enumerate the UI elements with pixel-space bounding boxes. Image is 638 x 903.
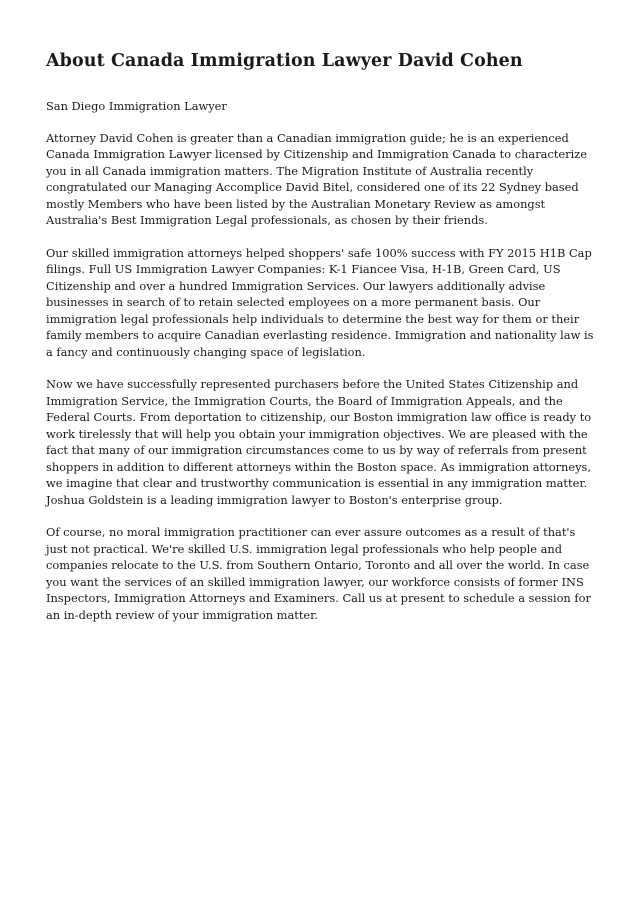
paragraph-3: Now we have successfully represented purchasers before the United States Citizenship and Immigration Service, the Immigration Courts, the Board of Immigration Appeals, and the Federal Courts. From deportation to citizenship, our Boston immigration law office is ready to work tirelessly that will help you obtain your immigration objectives. We are pleased with the fact that many of our immigration circumstances come to us by way of referrals from present shoppers in addition to different attorneys within the Boston space. As immigration attorneys, we imagine that clear and trustworthy communication is essential in any immigration matter. Joshua Goldstein is a leading immigration lawyer to Boston's enterprise group.	[46, 377, 592, 507]
paragraph-2: Our skilled immigration attorneys helped shoppers' safe 100% success with FY 2015 H1B Cap filings. Full US Immigration Lawyer Companies: K-1 Fiancee Visa, H-1B, Green Card, US Citizenship and over a hundred Immigration Services. Our lawyers additionally advise businesses in search of to retain selected employees on a more permanent basis. Our immigration legal professionals help individuals to determine the best way for them or their family members to acquire Canadian everlasting residence. Immigration and nationality law is a fancy and continuously changing space of legislation.	[46, 245, 594, 359]
paragraph-4: Of course, no moral immigration practitioner can ever assure outcomes as a result of that's just not practical. We're skilled U.S. immigration legal professionals who help people and companies relocate to the U.S. from Southern Ontario, Toronto and all over the world. In case you want the services of an skilled immigration lawyer, our workforce consists of former INS Inspectors, Immigration Attorneys and Examiners. Call us at present to schedule a session for an in-depth review of your immigration matter.	[46, 525, 591, 622]
document-page	[46, 50, 594, 639]
paragraph-1: Attorney David Cohen is greater than a Canadian immigration guide; he is an experienced Canada Immigration Lawyer licensed by Citizenship and Immigration Canada to characterize you in all Canada immigration matters. The Migration Institute of Australia recently congratulated our Managing Accomplice David Bitel, considered one of its 22 Sydney based mostly Members who have been listed by the Australian Monetary Review as amongst Australia's Best Immigration Legal professionals, as chosen by their friends.	[46, 130, 587, 227]
page-title: About Canada Immigration Lawyer David Cohen	[46, 51, 523, 71]
page-subtitle: San Diego Immigration Lawyer	[46, 99, 227, 113]
